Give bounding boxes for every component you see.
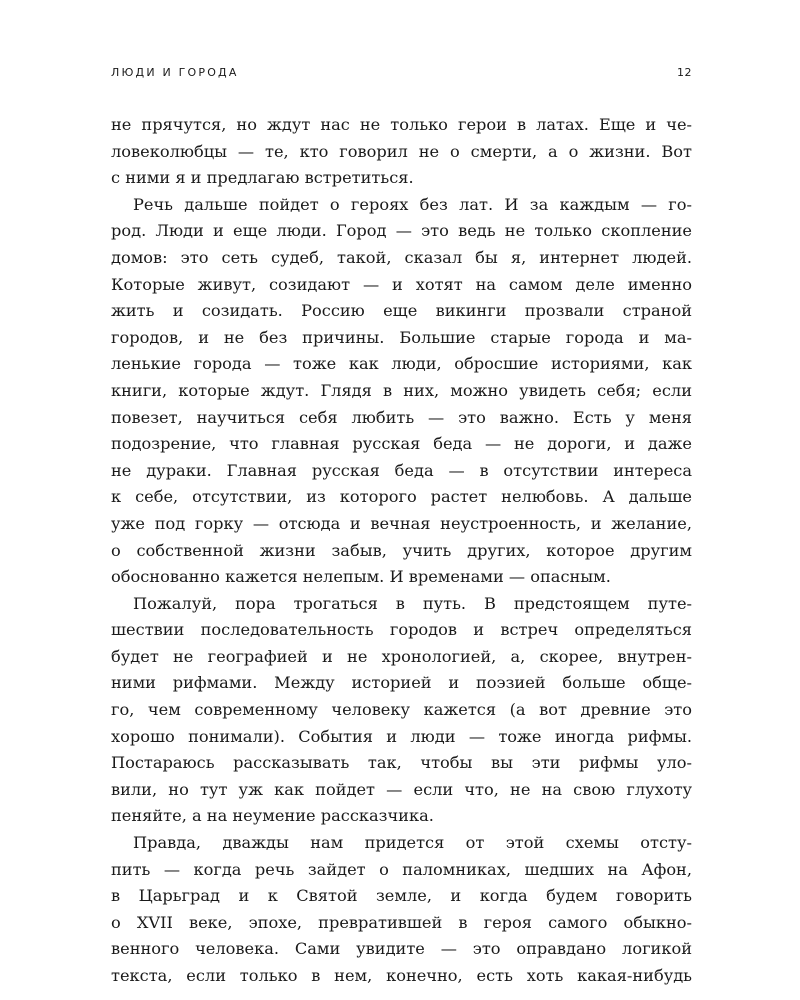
text-line: обоснованно кажется нелепым. И временами — опасным. bbox=[111, 567, 611, 587]
text-line: будет не географией и не хронологией, а, скорее, внутрен- bbox=[111, 646, 692, 666]
text-line: Постараюсь рассказывать так, чтобы вы эти рифмы уло- bbox=[111, 753, 692, 773]
text-line: к себе, отсутствии, из которого растет нелюбовь. А дальше bbox=[111, 487, 692, 507]
text-line: ловеколюбцы — те, кто говорил не о смерти, а о жизни. Вот bbox=[111, 141, 692, 161]
text-line: шествии последовательность городов и встреч определяться bbox=[111, 620, 692, 640]
text-line: в Царьград и к Святой земле, и когда будем говорить bbox=[111, 886, 692, 906]
text-line: городов, и не без причины. Большие старые города и ма- bbox=[111, 327, 692, 347]
text-line: хорошо понимали). События и люди — тоже иногда рифмы. bbox=[111, 726, 692, 746]
text-line: Которые живут, созидают — и хотят на самом деле именно bbox=[111, 274, 692, 294]
text-line: не дураки. Главная русская беда — в отсутствии интереса bbox=[111, 460, 692, 480]
text-line: повезет, научиться себя любить — это важно. Есть у меня bbox=[111, 407, 692, 427]
text-line: пить — когда речь зайдет о паломниках, шедших на Афон, bbox=[111, 859, 692, 879]
body-text bbox=[111, 112, 692, 990]
text-line: о собственной жизни забыв, учить других, которое другим bbox=[111, 540, 692, 560]
text-line: ними рифмами. Между историей и поэзией больше обще- bbox=[111, 673, 692, 693]
text-line: ленькие города — тоже как люди, обросшие историями, как bbox=[111, 354, 692, 374]
text-line: уже под горку — отсюда и вечная неустроенность, и желание, bbox=[111, 513, 692, 533]
text-line: не прячутся, но ждут нас не только герои в латах. Еще и че- bbox=[111, 115, 692, 134]
text-line: текста, если только в нем, конечно, есть хоть какая-нибудь bbox=[111, 966, 692, 985]
text-line: о XVII веке, эпохе, превратившей в героя самого обыкно- bbox=[111, 912, 692, 932]
text-line: род. Люди и еще люди. Город — это ведь не только скопление bbox=[111, 221, 692, 241]
text-line: с ними я и предлагаю встретиться. bbox=[111, 168, 414, 188]
text-line: подозрение, что главная русская беда — не дороги, и даже bbox=[111, 434, 692, 454]
running-title: ЛЮДИ И ГОРОДА bbox=[111, 66, 239, 79]
text-line: венного человека. Сами увидите — это оправдано логикой bbox=[111, 939, 692, 959]
text-line: книги, которые ждут. Глядя в них, можно увидеть себя; если bbox=[111, 380, 692, 400]
running-header bbox=[111, 66, 692, 79]
text-line: Речь дальше пойдет о героях без лат. И за каждым — го- bbox=[133, 194, 692, 214]
page-number: 12 bbox=[677, 66, 692, 79]
text-line: пеняйте, а на неумение рассказчика. bbox=[111, 806, 434, 826]
text-line: го, чем современному человеку кажется (а вот древние это bbox=[111, 700, 692, 720]
text-line: жить и созидать. Россию еще викинги прозвали страной bbox=[111, 301, 692, 321]
text-line: Пожалуй, пора трогаться в путь. В предстоящем путе- bbox=[133, 593, 692, 613]
text-line: домов: это сеть судеб, такой, сказал бы я, интернет людей. bbox=[111, 247, 692, 267]
text-line: Правда, дважды нам придется от этой схемы отсту- bbox=[133, 833, 692, 853]
text-line: вили, но тут уж как пойдет — если что, не на свою глухоту bbox=[111, 779, 692, 799]
